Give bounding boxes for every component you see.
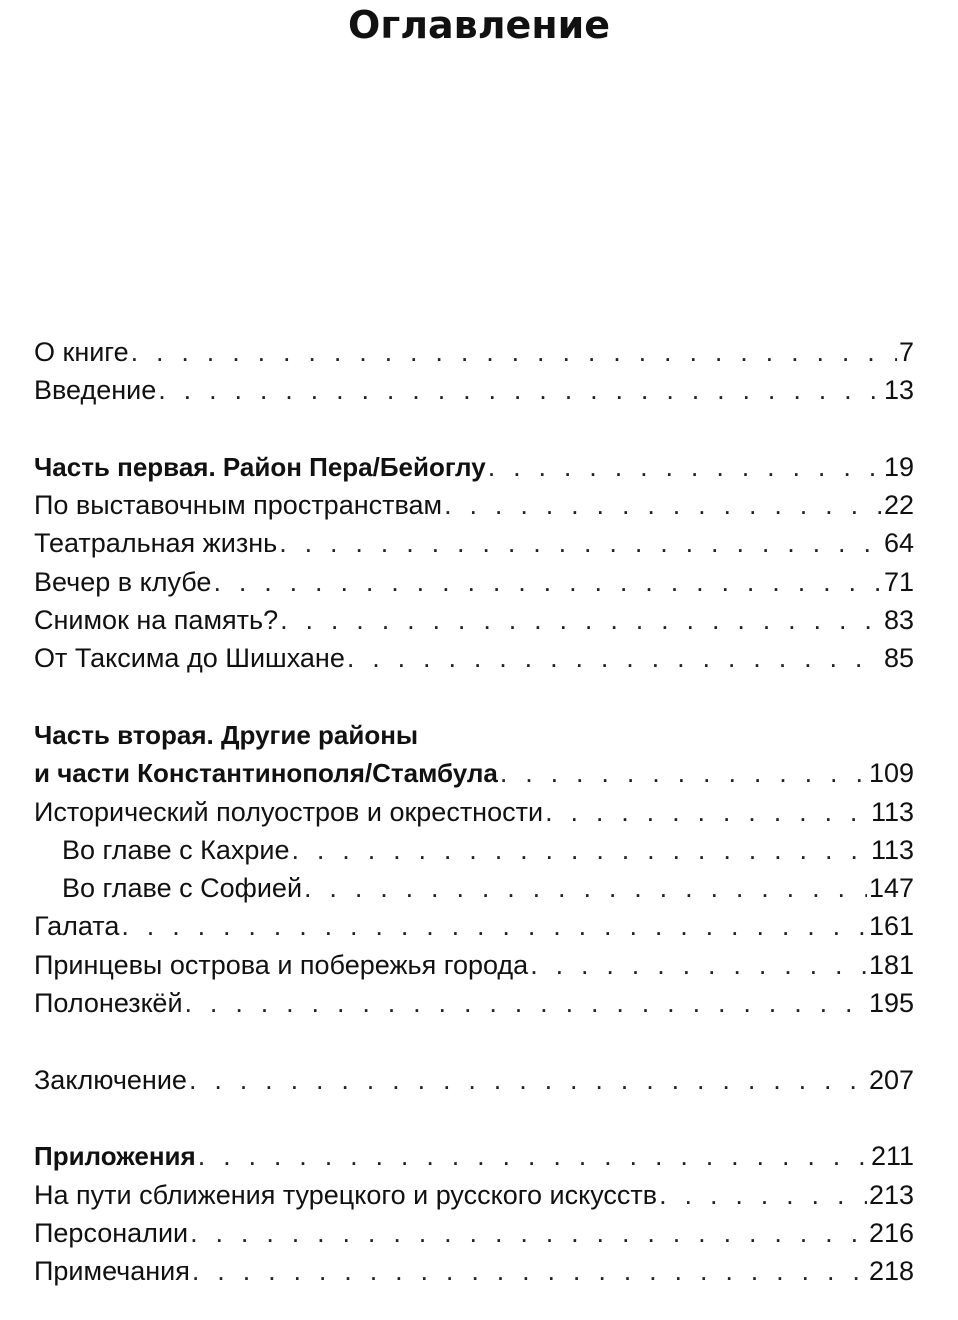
toc-page-number: 13 xyxy=(883,375,914,406)
toc-entry-about[interactable] xyxy=(34,333,914,371)
toc-entry-label: Во главе с Кахрие xyxy=(62,834,290,865)
toc-part-heading-2-line1[interactable] xyxy=(34,716,914,754)
toc-entry[interactable] xyxy=(34,601,914,639)
toc-page-number: 71 xyxy=(883,566,914,597)
toc-entry-label: От Таксима до Шишхане xyxy=(34,643,345,674)
toc-page-number: 207 xyxy=(868,1064,914,1095)
toc-entry-label: На пути сближения турецкого и русского искусств xyxy=(34,1179,658,1210)
toc-entry-conclusion[interactable] xyxy=(34,1061,914,1099)
toc-entry-label: О книге xyxy=(34,337,129,367)
toc-entry-label: Введение xyxy=(34,375,157,406)
toc-entry-label: и части Константинополя/Стамбула xyxy=(34,758,498,789)
dot-leader xyxy=(530,946,867,984)
toc-entry[interactable] xyxy=(34,524,914,562)
toc-appendix-heading[interactable] xyxy=(34,1137,914,1175)
dot-leader xyxy=(185,984,867,1022)
dot-leader xyxy=(192,1252,867,1290)
section-spacer xyxy=(34,1022,914,1060)
toc-entry[interactable] xyxy=(34,984,914,1022)
dot-leader xyxy=(280,601,882,639)
dot-leader xyxy=(189,1061,867,1099)
toc-entry-label: Исторический полуостров и окрестности xyxy=(34,796,544,827)
toc-page-number: 113 xyxy=(870,796,914,827)
toc-entry[interactable] xyxy=(34,946,914,984)
toc-entry-label: Персоналии xyxy=(34,1217,189,1248)
dot-leader xyxy=(444,486,882,524)
toc-page-number: 218 xyxy=(868,1256,914,1287)
toc-entry-label: Снимок на память? xyxy=(34,605,279,636)
dot-leader xyxy=(198,1137,869,1175)
toc-page-number: 113 xyxy=(870,834,914,865)
dot-leader xyxy=(279,524,882,562)
toc-entry-label: Приложения xyxy=(34,1141,196,1172)
toc-entry-label: Во главе с Софией xyxy=(62,873,303,904)
dot-leader xyxy=(121,907,867,945)
dot-leader xyxy=(131,333,897,371)
toc-page-number: 83 xyxy=(883,605,914,636)
toc-page-number: 181 xyxy=(868,949,914,980)
toc-entry-label: Часть вторая. Другие районы xyxy=(34,719,419,750)
toc-page-number: 85 xyxy=(883,643,914,674)
toc-subentry[interactable] xyxy=(34,831,914,869)
dot-leader xyxy=(304,869,867,907)
table-of-contents xyxy=(34,333,914,1290)
dot-leader xyxy=(488,448,882,486)
dot-leader xyxy=(213,563,882,601)
toc-entry[interactable] xyxy=(34,793,914,831)
toc-entry[interactable] xyxy=(34,563,914,601)
dot-leader xyxy=(347,639,882,677)
toc-part-heading-2-line2[interactable] xyxy=(34,754,914,792)
toc-entry-label: По выставочным пространствам xyxy=(34,490,443,521)
toc-page-number: 213 xyxy=(868,1179,914,1210)
toc-page-number: 216 xyxy=(868,1217,914,1248)
toc-page-number: 7 xyxy=(898,337,914,367)
toc-entry-label: Принцевы острова и побережья города xyxy=(34,949,529,980)
toc-entry[interactable] xyxy=(34,486,914,524)
toc-entry-intro[interactable] xyxy=(34,371,914,409)
dot-leader xyxy=(545,793,869,831)
toc-page-number: 22 xyxy=(883,490,914,521)
toc-subentry[interactable] xyxy=(34,869,914,907)
page-title: Оглавление xyxy=(348,3,610,47)
section-spacer xyxy=(34,1099,914,1137)
toc-entry[interactable] xyxy=(34,1252,914,1290)
toc-entry[interactable] xyxy=(34,1176,914,1214)
toc-page-number: 109 xyxy=(868,758,914,789)
toc-entry-label: Театральная жизнь xyxy=(34,528,278,559)
toc-entry-label: Вечер в клубе xyxy=(34,566,212,597)
toc-page-number: 64 xyxy=(883,528,914,559)
toc-entry-label: Галата xyxy=(34,911,120,942)
toc-entry[interactable] xyxy=(34,639,914,677)
toc-page-number: 195 xyxy=(868,988,914,1019)
toc-page-number: 161 xyxy=(868,911,914,942)
section-spacer xyxy=(34,410,914,448)
toc-entry-label: Примечания xyxy=(34,1256,190,1287)
dot-leader xyxy=(158,371,882,409)
toc-part-heading-1[interactable] xyxy=(34,448,914,486)
toc-page-number: 19 xyxy=(883,451,914,482)
section-spacer xyxy=(34,678,914,716)
toc-entry-label: Заключение xyxy=(34,1064,187,1095)
toc-page-number: 147 xyxy=(868,873,914,904)
toc-page-number: 211 xyxy=(870,1141,914,1172)
dot-leader xyxy=(500,754,867,792)
dot-leader xyxy=(291,831,868,869)
toc-entry-label: Полонезкёй xyxy=(34,988,183,1019)
toc-entry-label: Часть первая. Район Пера/Бейоглу xyxy=(34,451,486,482)
toc-entry[interactable] xyxy=(34,1214,914,1252)
dot-leader xyxy=(659,1176,867,1214)
dot-leader xyxy=(190,1214,867,1252)
toc-entry[interactable] xyxy=(34,907,914,945)
